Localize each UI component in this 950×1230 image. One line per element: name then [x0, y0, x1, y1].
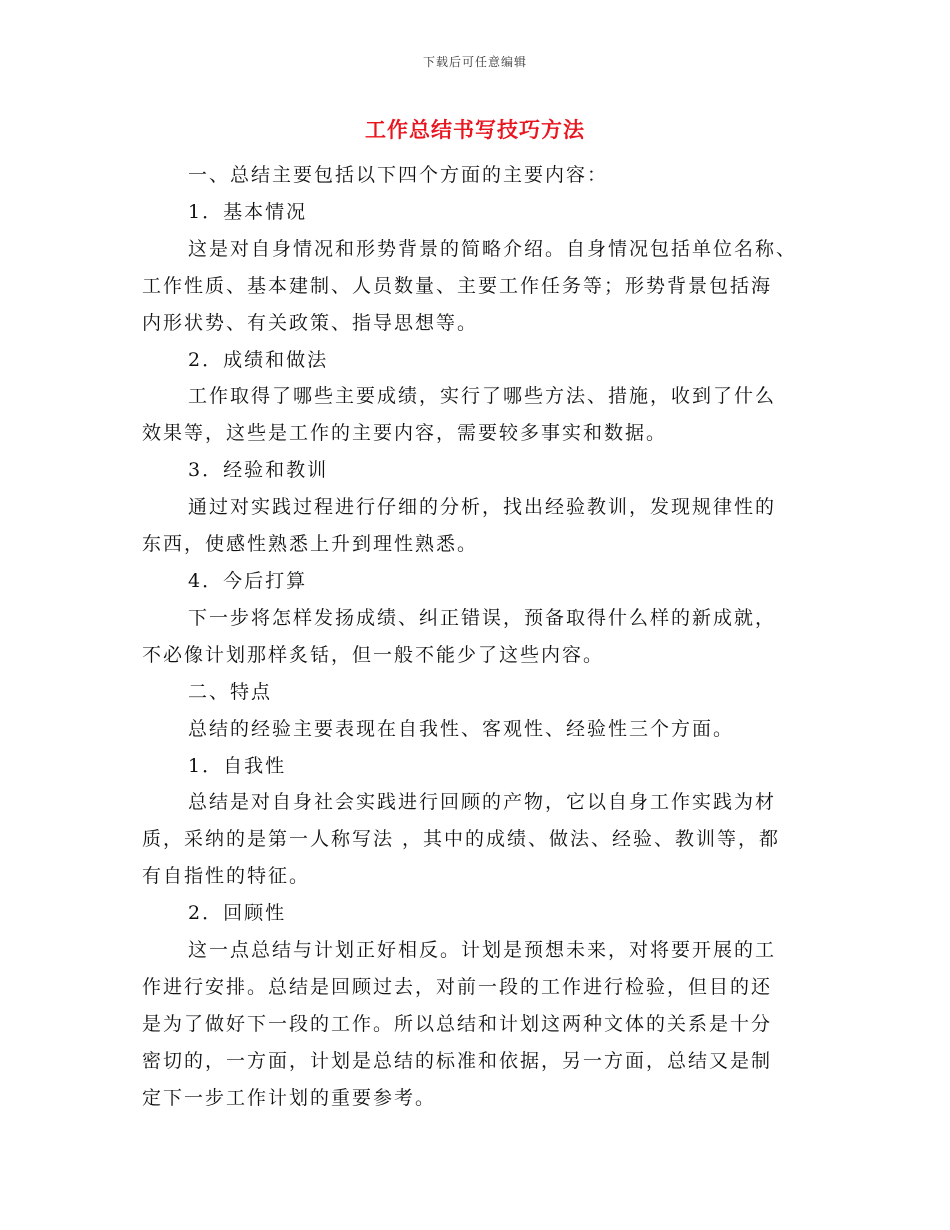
text-line: 1．基本情况 [188, 200, 308, 223]
text-line: 内形状势、有关政策、指导思想等。 [142, 311, 479, 334]
text-line: 一、总结主要包括以下四个方面的主要内容： [188, 164, 609, 186]
text-line: 工作性质、基本建制、人员数量、主要工作任务等；形势背景包括海 [142, 274, 773, 297]
document-title: 工作总结书写技巧方法 [365, 117, 585, 142]
document-body [142, 157, 822, 1117]
text-line: 4．今后打算 [188, 569, 308, 592]
text-line: 1．自我性 [188, 754, 287, 777]
text-line: 效果等，这些是工作的主要内容，需要较多事实和数据。 [142, 422, 668, 445]
text-line: 3．经验和教训 [188, 459, 329, 482]
text-line: 东西，使感性熟悉上升到理性熟悉。 [142, 533, 479, 556]
text-line: 密切的，一方面，计划是总结的标准和依据，另一方面，总结又是制 [142, 1049, 773, 1072]
text-line: 总结的经验主要表现在自我性、客观性、经验性三个方面。 [188, 717, 735, 740]
text-line: 2．成绩和做法 [188, 348, 329, 371]
page-header-note: 下载后可任意编辑 [422, 55, 527, 69]
text-line: 这一点总结与计划正好相反。计划是预想未来，对将要开展的工 [188, 939, 777, 962]
text-line: 下一步将怎样发扬成绩、纠正错误，预备取得什么样的新成就， [188, 606, 777, 629]
text-line: 定下一步工作计划的重要参考。 [142, 1086, 437, 1109]
text-line: 2．回顾性 [188, 902, 287, 925]
text-line: 二、特点 [188, 680, 273, 703]
text-line: 总结是对自身社会实践进行回顾的产物，它以自身工作实践为材 [188, 791, 777, 814]
text-line: 有自指性的特征。 [142, 865, 311, 888]
text-line: 不必像计划那样炙铦，但一般不能少了这些内容。 [142, 643, 605, 666]
text-line: 这是对自身情况和形势背景的简略介绍。自身情况包括单位名称、 [188, 237, 798, 260]
text-line: 是为了做好下一段的工作。所以总结和计划这两种文体的关系是十分 [142, 1012, 773, 1035]
text-line: 作进行安排。总结是回顾过去，对前一段的工作进行检验，但目的还 [142, 975, 773, 998]
text-line: 通过对实践过程进行仔细的分析，找出经验教训，发现规律性的 [188, 496, 777, 519]
text-line: 工作取得了哪些主要成绩，实行了哪些方法、措施，收到了什么 [188, 385, 777, 408]
text-line: 质，采纳的是第一人称写法 ，其中的成绩、做法、经验、教训等，都 [142, 828, 781, 851]
